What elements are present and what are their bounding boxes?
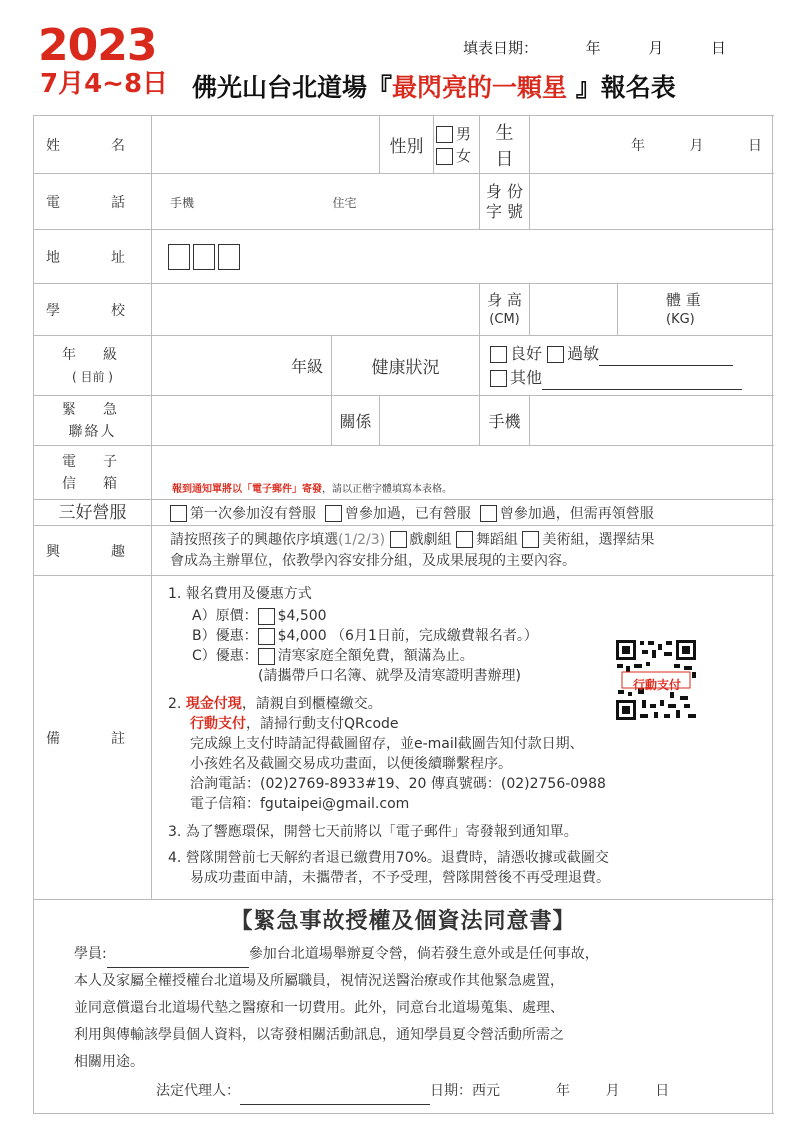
emergency-mobile-field[interactable] [530,396,773,446]
zip-box-3[interactable] [218,244,240,270]
row-name [34,116,773,174]
health-other-label: 其他 [510,367,543,387]
uniform-opt1-label: 第一次參加沒有營服 [190,505,316,522]
page-title [192,68,676,104]
guardian-line[interactable] [240,1086,430,1105]
weight-label [618,284,773,336]
date-label: 日期：西元 [430,1083,500,1099]
title-post: 』報名表 [567,73,676,102]
consent-p4: 利用與傳輸該學員個人資料，以寄發相關活動訊息，通知學員夏令營活動所需之 [74,1027,564,1043]
qr-label: 行動支付 [632,678,681,692]
female-label: 女 [456,146,472,165]
male-checkbox[interactable] [436,126,453,143]
weight-label-2: (KG) [666,311,695,327]
uniform-label: 三好營服 [34,500,152,526]
gender-options [434,116,480,174]
interest-opt1-label: 戲劇組 [409,531,452,548]
consent-p5: 相關用途。 [74,1054,144,1070]
phone-label: 電 話 [34,174,152,230]
uniform-opt1-checkbox[interactable] [170,505,187,522]
relation-label: 關係 [332,396,380,446]
note-1c-value: 清寒家庭全額免費，額滿為止。 [277,648,474,664]
phone-field[interactable] [152,174,480,230]
note-1b-checkbox[interactable] [258,628,275,645]
grade-field[interactable] [152,336,332,396]
emergency-label-2: 聯絡人 [68,423,117,440]
note-3: 3. 為了響應環保，開營七天前將以「電子郵件」寄發報到通知單。 [168,824,578,840]
note-2-num: 2. [168,696,186,712]
note-1c-extra: (請攜帶戶口名簿、就學及清寒證明書辦理) [258,668,521,684]
address-label: 地 址 [34,230,152,284]
other-line[interactable] [542,389,742,390]
student-label: 學員: [74,946,107,962]
health-options [480,336,773,396]
registration-form [33,115,773,1114]
height-label-1: 身 高 [487,290,522,309]
row-school [34,284,773,336]
uniform-opt3-checkbox[interactable] [480,505,497,522]
note-1b-label: B）優惠： [192,628,258,644]
birth-field[interactable]: 年 月 日 [530,116,773,174]
health-good-label: 良好 [510,343,543,363]
camp-dates: 7月4~8日 [40,69,169,99]
address-field[interactable] [152,230,773,284]
row-emergency [34,396,773,446]
mobile-label: 手機 [480,396,530,446]
note-2-line6: 電子信箱：fgutaipei@gmail.com [190,796,410,812]
id-label-2: 字 號 [485,201,524,221]
title-red: 最閃亮的一顆星 [392,73,568,102]
title-pre: 佛光山台北道場『 [192,73,393,102]
weight-label-1: 體 重 [666,290,701,309]
health-allergy-checkbox[interactable] [547,346,564,363]
guardian-label: 法定代理人： [156,1083,240,1099]
health-label: 健康狀況 [332,336,480,396]
note-4-line2: 易成功畫面申請，未攜帶者，不予受理，營隊開營後不再受理退費。 [190,870,610,886]
grade-small: 年級 [290,357,323,376]
consent-p2: 本人及家屬全權授權台北道場及所屬職員，視情況送醫治療或作其他緊急處置， [74,973,564,989]
grade-label-2: ( 目前 ) [72,369,113,384]
health-allergy-label: 過敏 [567,343,600,363]
interest-opt3-label: 美術組 [542,531,585,548]
uniform-options [152,500,773,526]
emergency-label-1: 緊 急 [62,401,123,418]
note-2-red: 現金付現 [185,696,242,712]
consent-sign-line [74,1078,732,1105]
consent-p3: 並同意償還台北道場代墊之醫療和一切費用。此外，同意台北道場蒐集、處理、 [74,1000,564,1016]
height-field[interactable] [530,284,618,336]
notes-label: 備 註 [34,576,152,900]
male-label: 男 [456,124,472,143]
emergency-name-field[interactable] [152,396,332,446]
note-2b-red: 行動支付 [190,716,246,732]
interest-opt3-checkbox[interactable] [522,531,539,548]
email-note-black: ，請以正楷字體填寫本表格。 [322,484,452,495]
notes-content [152,576,773,900]
student-name-line[interactable] [107,949,249,968]
school-field[interactable] [152,284,480,336]
height-label [480,284,530,336]
health-other-checkbox[interactable] [490,370,507,387]
email-label-1: 電 子 [62,453,123,470]
id-label-1: 身 份 [485,181,524,201]
height-label-2: (CM) [489,311,520,327]
note-1a-label: A）原價： [192,608,258,624]
interest-post: ，選擇結果 [584,531,655,548]
grade-label-1: 年 級 [62,346,123,363]
row-address [34,230,773,284]
note-4-line1: 4. 營隊開營前七天解約者退已繳費用70%。退費時，請憑收據或截圖交 [168,850,609,866]
row-uniform [34,500,773,526]
grade-label [34,336,152,396]
interest-order: (1/2/3) [338,531,386,548]
row-notes [34,576,773,900]
note-1a-value: $4,500 [277,608,327,624]
health-good-checkbox[interactable] [490,346,507,363]
zip-box-2[interactable] [193,244,215,270]
date-fill[interactable]: 年 月 日 [556,1083,670,1099]
consent-line1 [74,941,732,968]
row-grade [34,336,773,396]
email-note-red: 報到通知單將以「電子郵件」寄發 [172,484,322,495]
id-field[interactable] [530,174,773,230]
interest-opt1-checkbox[interactable] [390,531,407,548]
note-2b-rest: ，請掃行動支付QRcode [246,716,399,732]
interest-options [152,526,773,576]
note-2-line3: 完成線上支付時請記得截圖留存，並e-mail截圖告知付款日期、 [190,736,584,752]
email-field[interactable] [152,446,773,500]
zip-box-1[interactable] [168,244,190,270]
email-label-2: 信 箱 [62,475,123,492]
note-2-line4: 小孩姓名及截圖交易成功畫面，以便後續聯繫程序。 [190,756,512,772]
gender-label: 性別 [380,116,434,174]
consent-section [34,900,773,1114]
row-interest [34,526,773,576]
fill-date: 填表日期： 年 月 日 [463,39,727,57]
note-1: 1. 報名費用及優惠方式 [168,586,312,602]
female-checkbox[interactable] [436,148,453,165]
note-1c-label: C）優惠： [192,648,258,664]
relation-field[interactable] [380,396,480,446]
name-field[interactable] [152,116,380,174]
interest-opt2-checkbox[interactable] [456,531,473,548]
note-1b-value: $4,000 （6月1日前，完成繳費報名者。） [277,628,538,644]
interest-label: 興 趣 [34,526,152,576]
interest-pre: 請按照孩子的興趣依序填選 [170,531,338,548]
birth-label: 生 日 [480,116,530,174]
year: 2023 [38,20,157,71]
consent-p1: 參加台北道場舉辦夏令營，倘若發生意外或是任何事故， [248,946,599,962]
emergency-label [34,396,152,446]
home-small: 住宅 [332,196,357,210]
note-1a [168,606,772,626]
interest-line2: 會成為主辦單位，依教學內容安排分組，及成果展現的主要內容。 [170,552,576,569]
mobile-small: 手機 [170,196,195,210]
id-label [480,174,530,230]
school-label: 學 校 [34,284,152,336]
row-phone [34,174,773,230]
note-1c-checkbox[interactable] [258,648,275,665]
note-2-line5: 洽詢電話：(02)2769-8933#19、20 傳真號碼：(02)2756-0988 [190,776,606,792]
uniform-opt2-label: 曾參加過，已有營服 [344,505,471,522]
name-label: 姓 名 [34,116,152,174]
email-label [34,446,152,500]
row-consent [34,900,773,1114]
interest-opt2-label: 舞蹈組 [476,531,518,548]
note-2-rest: ，請親自到櫃檯繳交。 [241,696,382,712]
uniform-opt3-label: 曾參加過，但需再領營服 [499,505,654,522]
note-1a-checkbox[interactable] [258,608,275,625]
consent-title: 【緊急事故授權及個資法同意書】 [230,909,576,934]
uniform-opt2-checkbox[interactable] [325,505,342,522]
row-email [34,446,773,500]
